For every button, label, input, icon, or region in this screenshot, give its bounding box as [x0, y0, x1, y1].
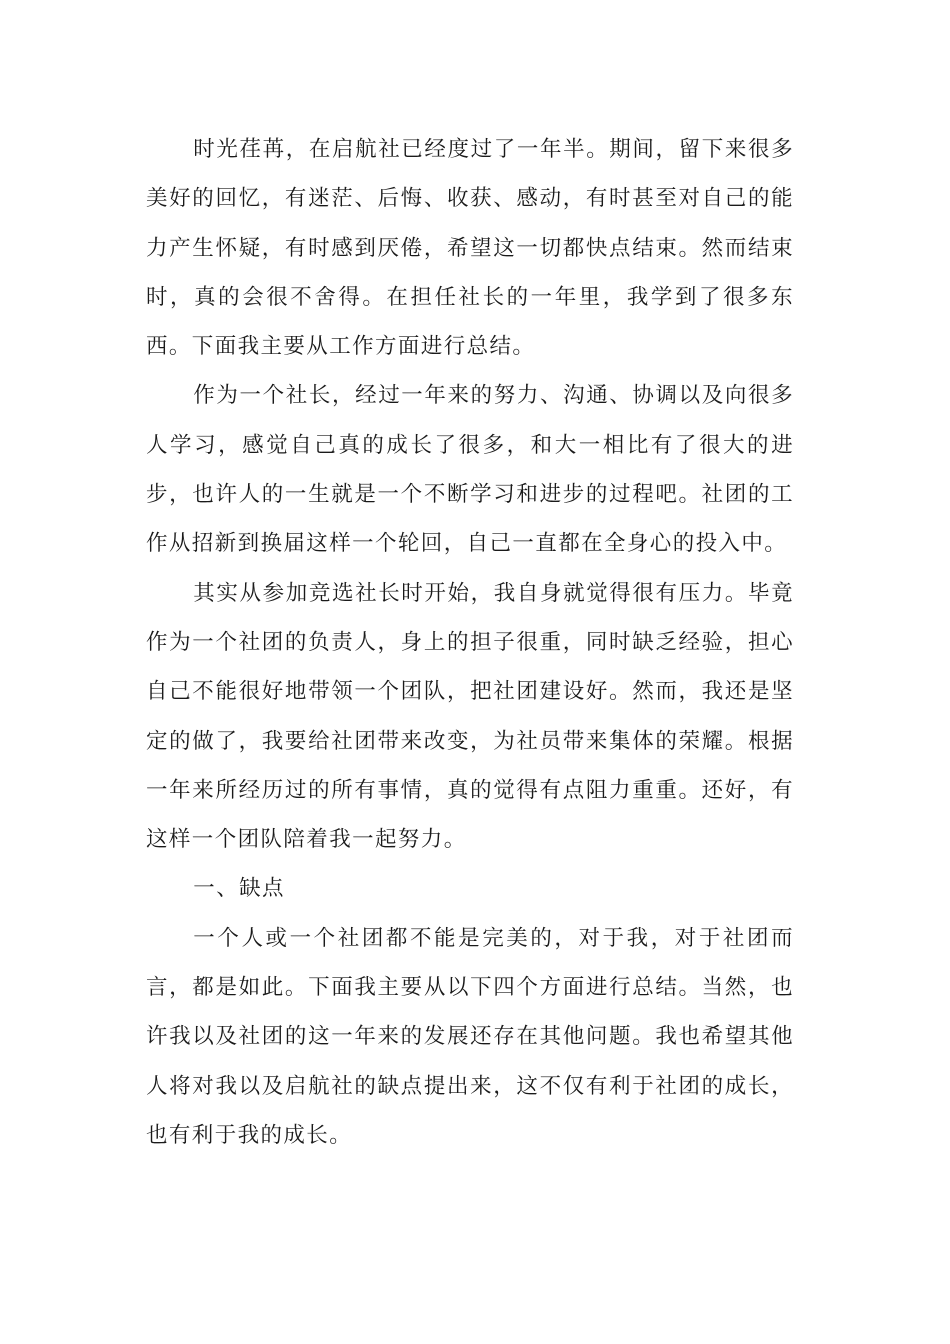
section-heading-shortcomings: 一、缺点: [193, 876, 285, 902]
paragraph-intro: 时光荏苒，在启航社已经度过了一年半。期间，留下来很多美好的回忆，有迷茫、后悔、收获、感动，有时甚至对自己的能力产生怀疑，有时感到厌倦，希望这一切都快点结束。然而结束时，真的会很不舍得。在担任社长的一年里，我学到了很多东西。下面我主要从工作方面进行总结。: [146, 137, 794, 360]
paragraph-shortcomings: 一个人或一个社团都不能是完美的，对于我，对于社团而言，都是如此。下面我主要从以下四个方面进行总结。当然，也许我以及社团的这一年来的发展还存在其他问题。我也希望其他人将对我以及启航社的缺点提出来，这不仅有利于社团的成长，也有利于我的成长。: [146, 925, 794, 1148]
paragraph-growth: 作为一个社长，经过一年来的努力、沟通、协调以及向很多人学习，感觉自己真的成长了很多，和大一相比有了很大的进步，也许人的一生就是一个不断学习和进步的过程吧。社团的工作从招新到换届这样一个轮回，自己一直都在全身心的投入中。: [146, 383, 794, 557]
paragraph-pressure: 其实从参加竞选社长时开始，我自身就觉得很有压力。毕竟作为一个社团的负责人，身上的担子很重，同时缺乏经验，担心自己不能很好地带领一个团队，把社团建设好。然而，我还是坚定的做了，我要给社团带来改变，为社员带来集体的荣耀。根据一年来所经历过的所有事情，真的觉得有点阻力重重。还好，有这样一个团队陪着我一起努力。: [146, 580, 794, 853]
document-body: [146, 125, 794, 1160]
